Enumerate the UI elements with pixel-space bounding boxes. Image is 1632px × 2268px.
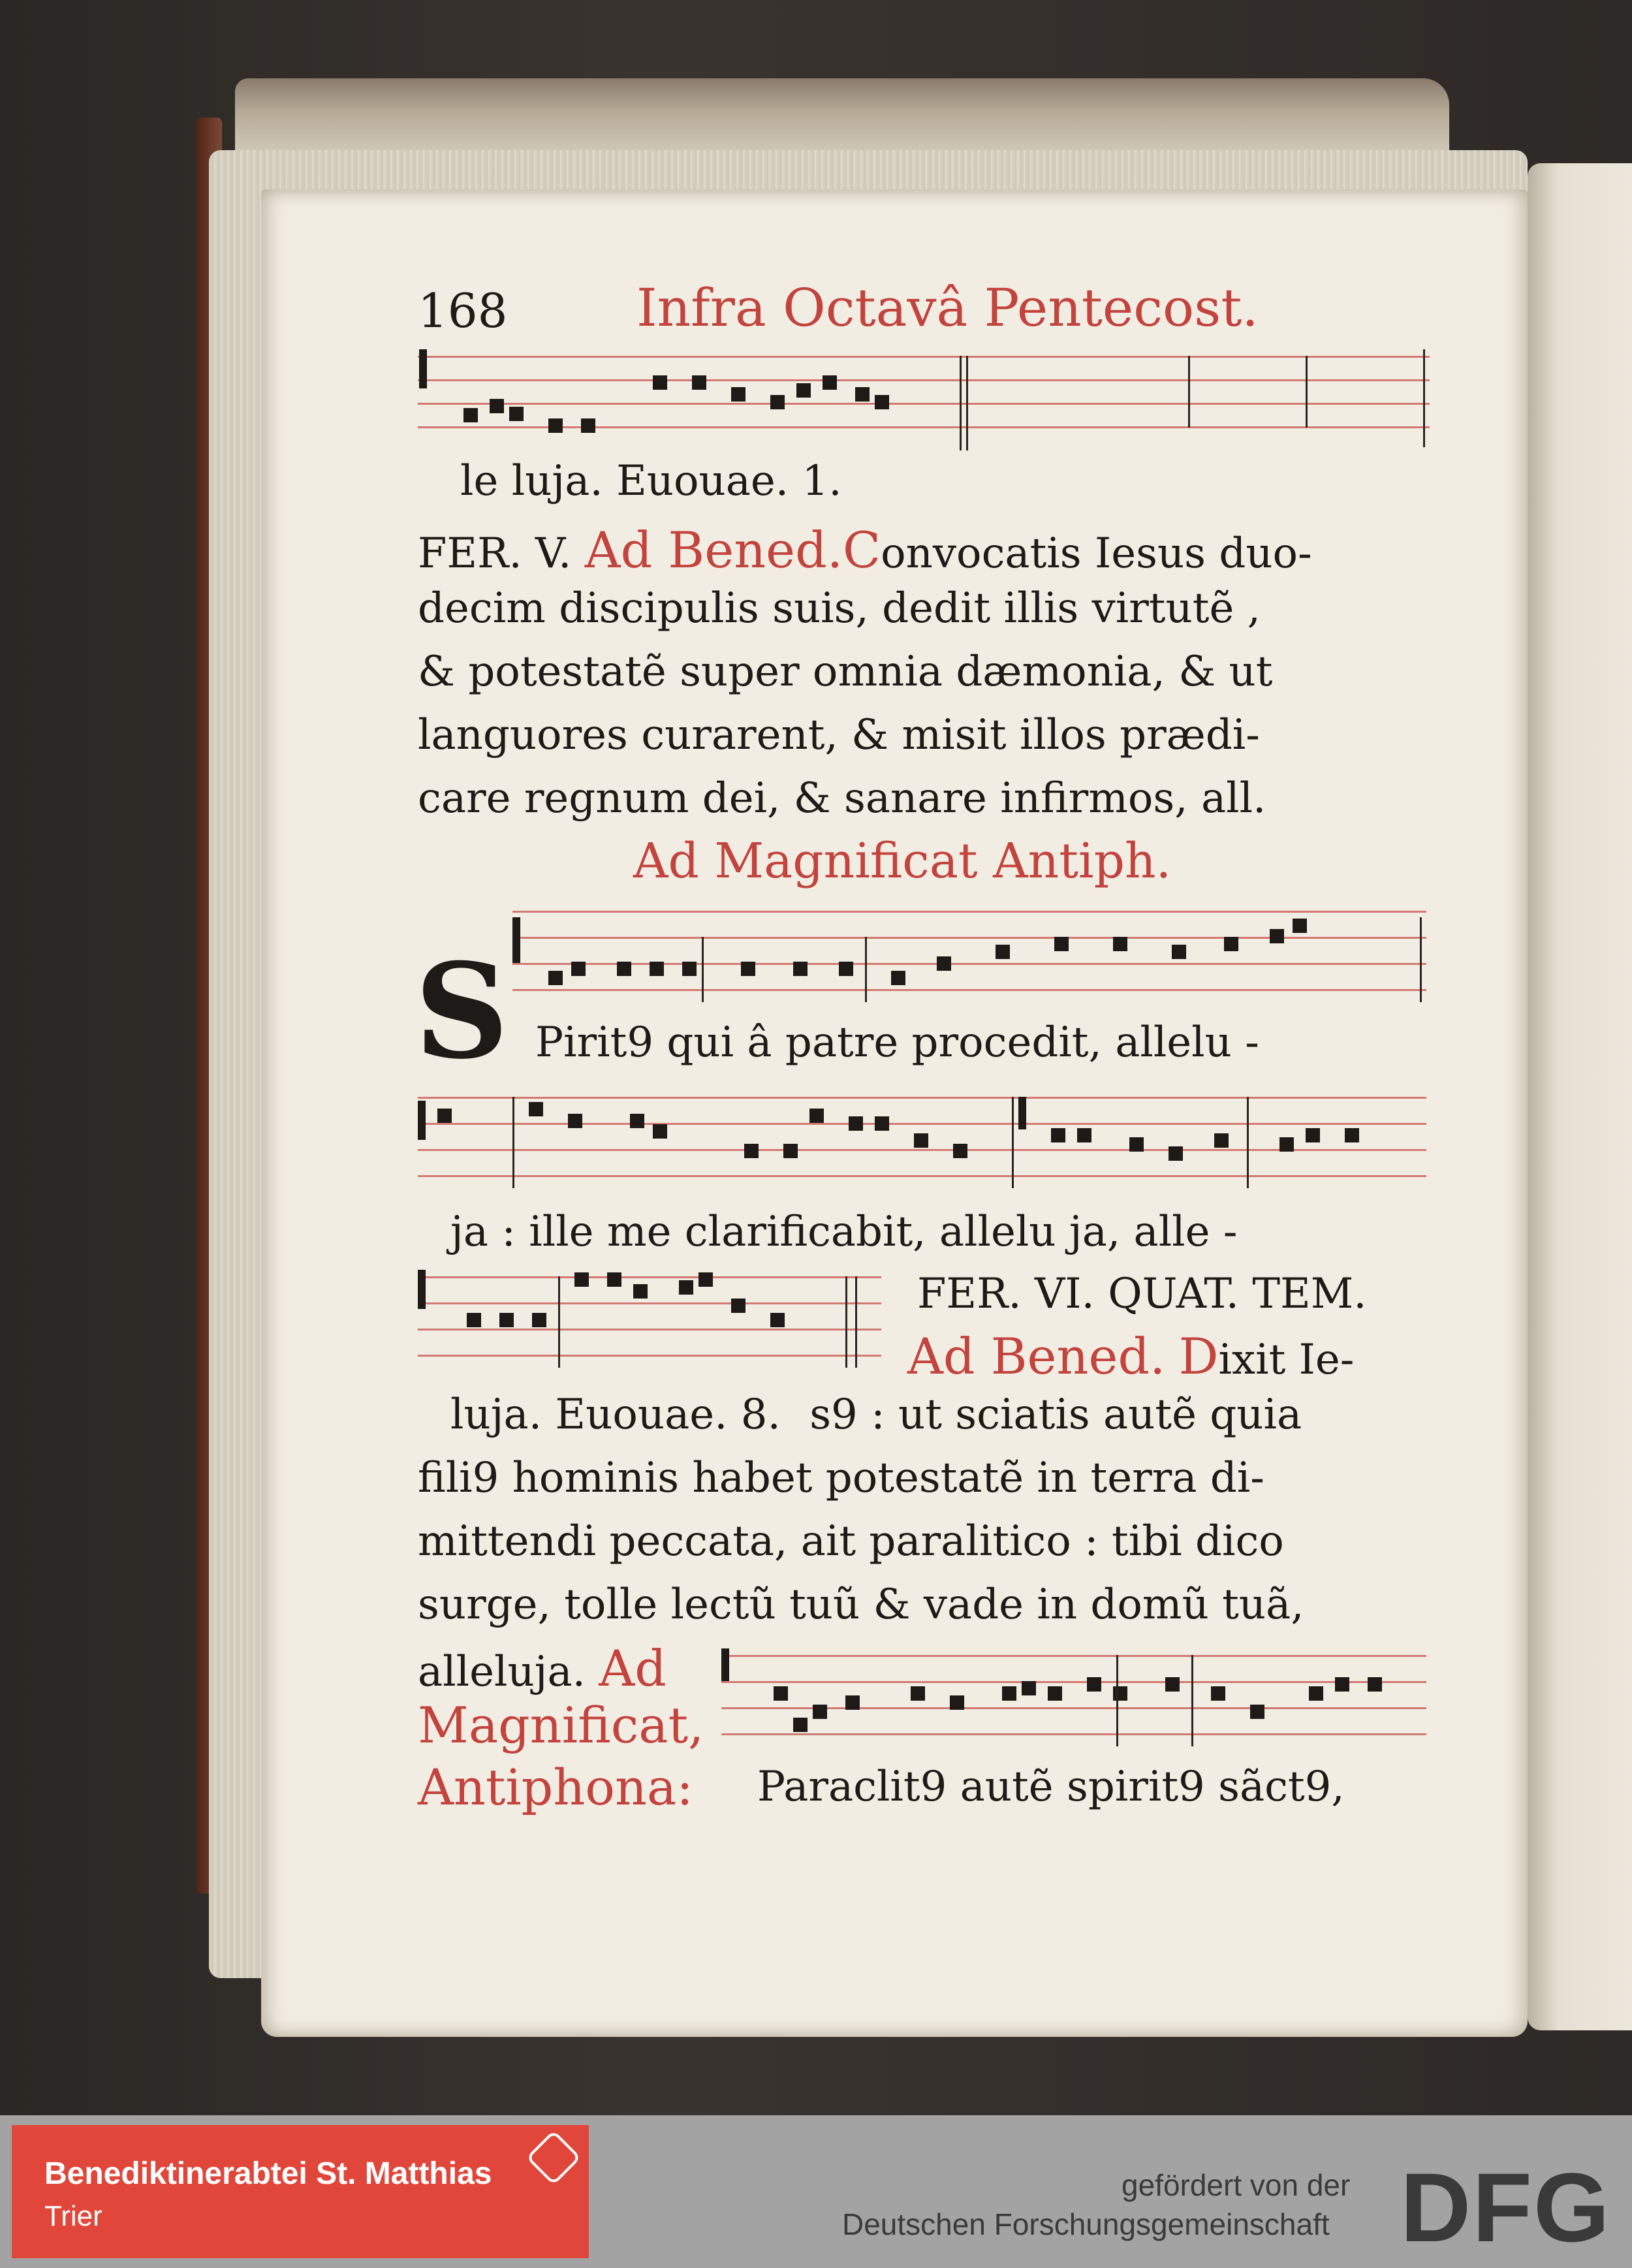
alleluja: alleluja. [418,1648,586,1696]
text-continuation: onvocatis Iesus duo- [881,529,1312,578]
text-line-4: & potestatẽ super omnia dæmonia, & ut [418,648,1273,696]
initial-d: D [1178,1327,1219,1385]
text-line-5: languores curarent, & misit illos prædi- [418,711,1260,759]
institution-city: Trier [44,2200,102,2232]
initial-s: S [415,935,509,1088]
differentia: luja. Euouae. 8. [450,1391,781,1439]
music-staff-1 [418,356,1430,441]
text-line-9: ja : ille me clarificabit, allelu ja, alle - [450,1208,1238,1256]
rubric-ad: Ad [599,1639,667,1697]
text-line-3: decim discipulis suis, dedit illis virtutẽ , [418,584,1261,633]
music-staff-2 [512,911,1426,1009]
text-continuation-2: ixit Ie- [1218,1336,1355,1384]
running-title: Infra Octavâ Pentecost. [636,277,1259,338]
institution-name: Benediktinerabtei St. Matthias [44,2156,492,2191]
rubric-antiphona: Antiphona: [418,1758,693,1816]
feria-label: FER. V. [418,529,572,578]
rubric-ad-bened-2: Ad Bened. [907,1327,1166,1385]
text-line-16 [418,1639,667,1697]
rubric-ad-bened: Ad Bened. [584,521,843,579]
facing-page-edge [1528,163,1632,2030]
music-staff-3 [418,1097,1426,1195]
text-line-10: FER. VI. QUAT. TEM. [917,1270,1367,1318]
page-number: 168 [418,283,508,338]
text-line-8: Pirit9 qui â patre procedit, allelu - [535,1018,1259,1067]
initial-c: C [842,521,881,579]
text-line-2 [418,521,1312,579]
text-continuation-3: s9 : ut sciatis autẽ quia [809,1391,1302,1439]
music-staff-5 [721,1655,1426,1746]
text-line-13: fili9 hominis habet potestatẽ in terra di- [418,1454,1264,1502]
text-line-18: Paraclit9 autẽ spirit9 sãct9, [757,1763,1345,1811]
text-line-15: surge, tolle lectũ tuũ & vade in domũ tuã, [418,1581,1304,1629]
dfg-logo: DFG [1400,2152,1611,2262]
rubric-ad-magnificat: Ad Magnificat Antiph. [633,833,1172,889]
institution-box [12,2125,589,2258]
text-line-14: mittendi peccata, ait paralitico : tibi dico [418,1517,1284,1566]
rubric-magnificat: Magnificat, [418,1696,704,1754]
text-line-6: care regnum dei, & sanare infirmos, all. [418,774,1266,823]
funding-line-1: gefördert von der [1122,2168,1351,2202]
text-line-11 [907,1327,1355,1385]
music-staff-4 [418,1276,881,1368]
funding-line-2: Deutschen Forschungsgemeinschaft [842,2207,1330,2241]
text-line-12 [450,1391,1302,1439]
text-line-1: le luja. Euouae. 1. [460,457,842,505]
